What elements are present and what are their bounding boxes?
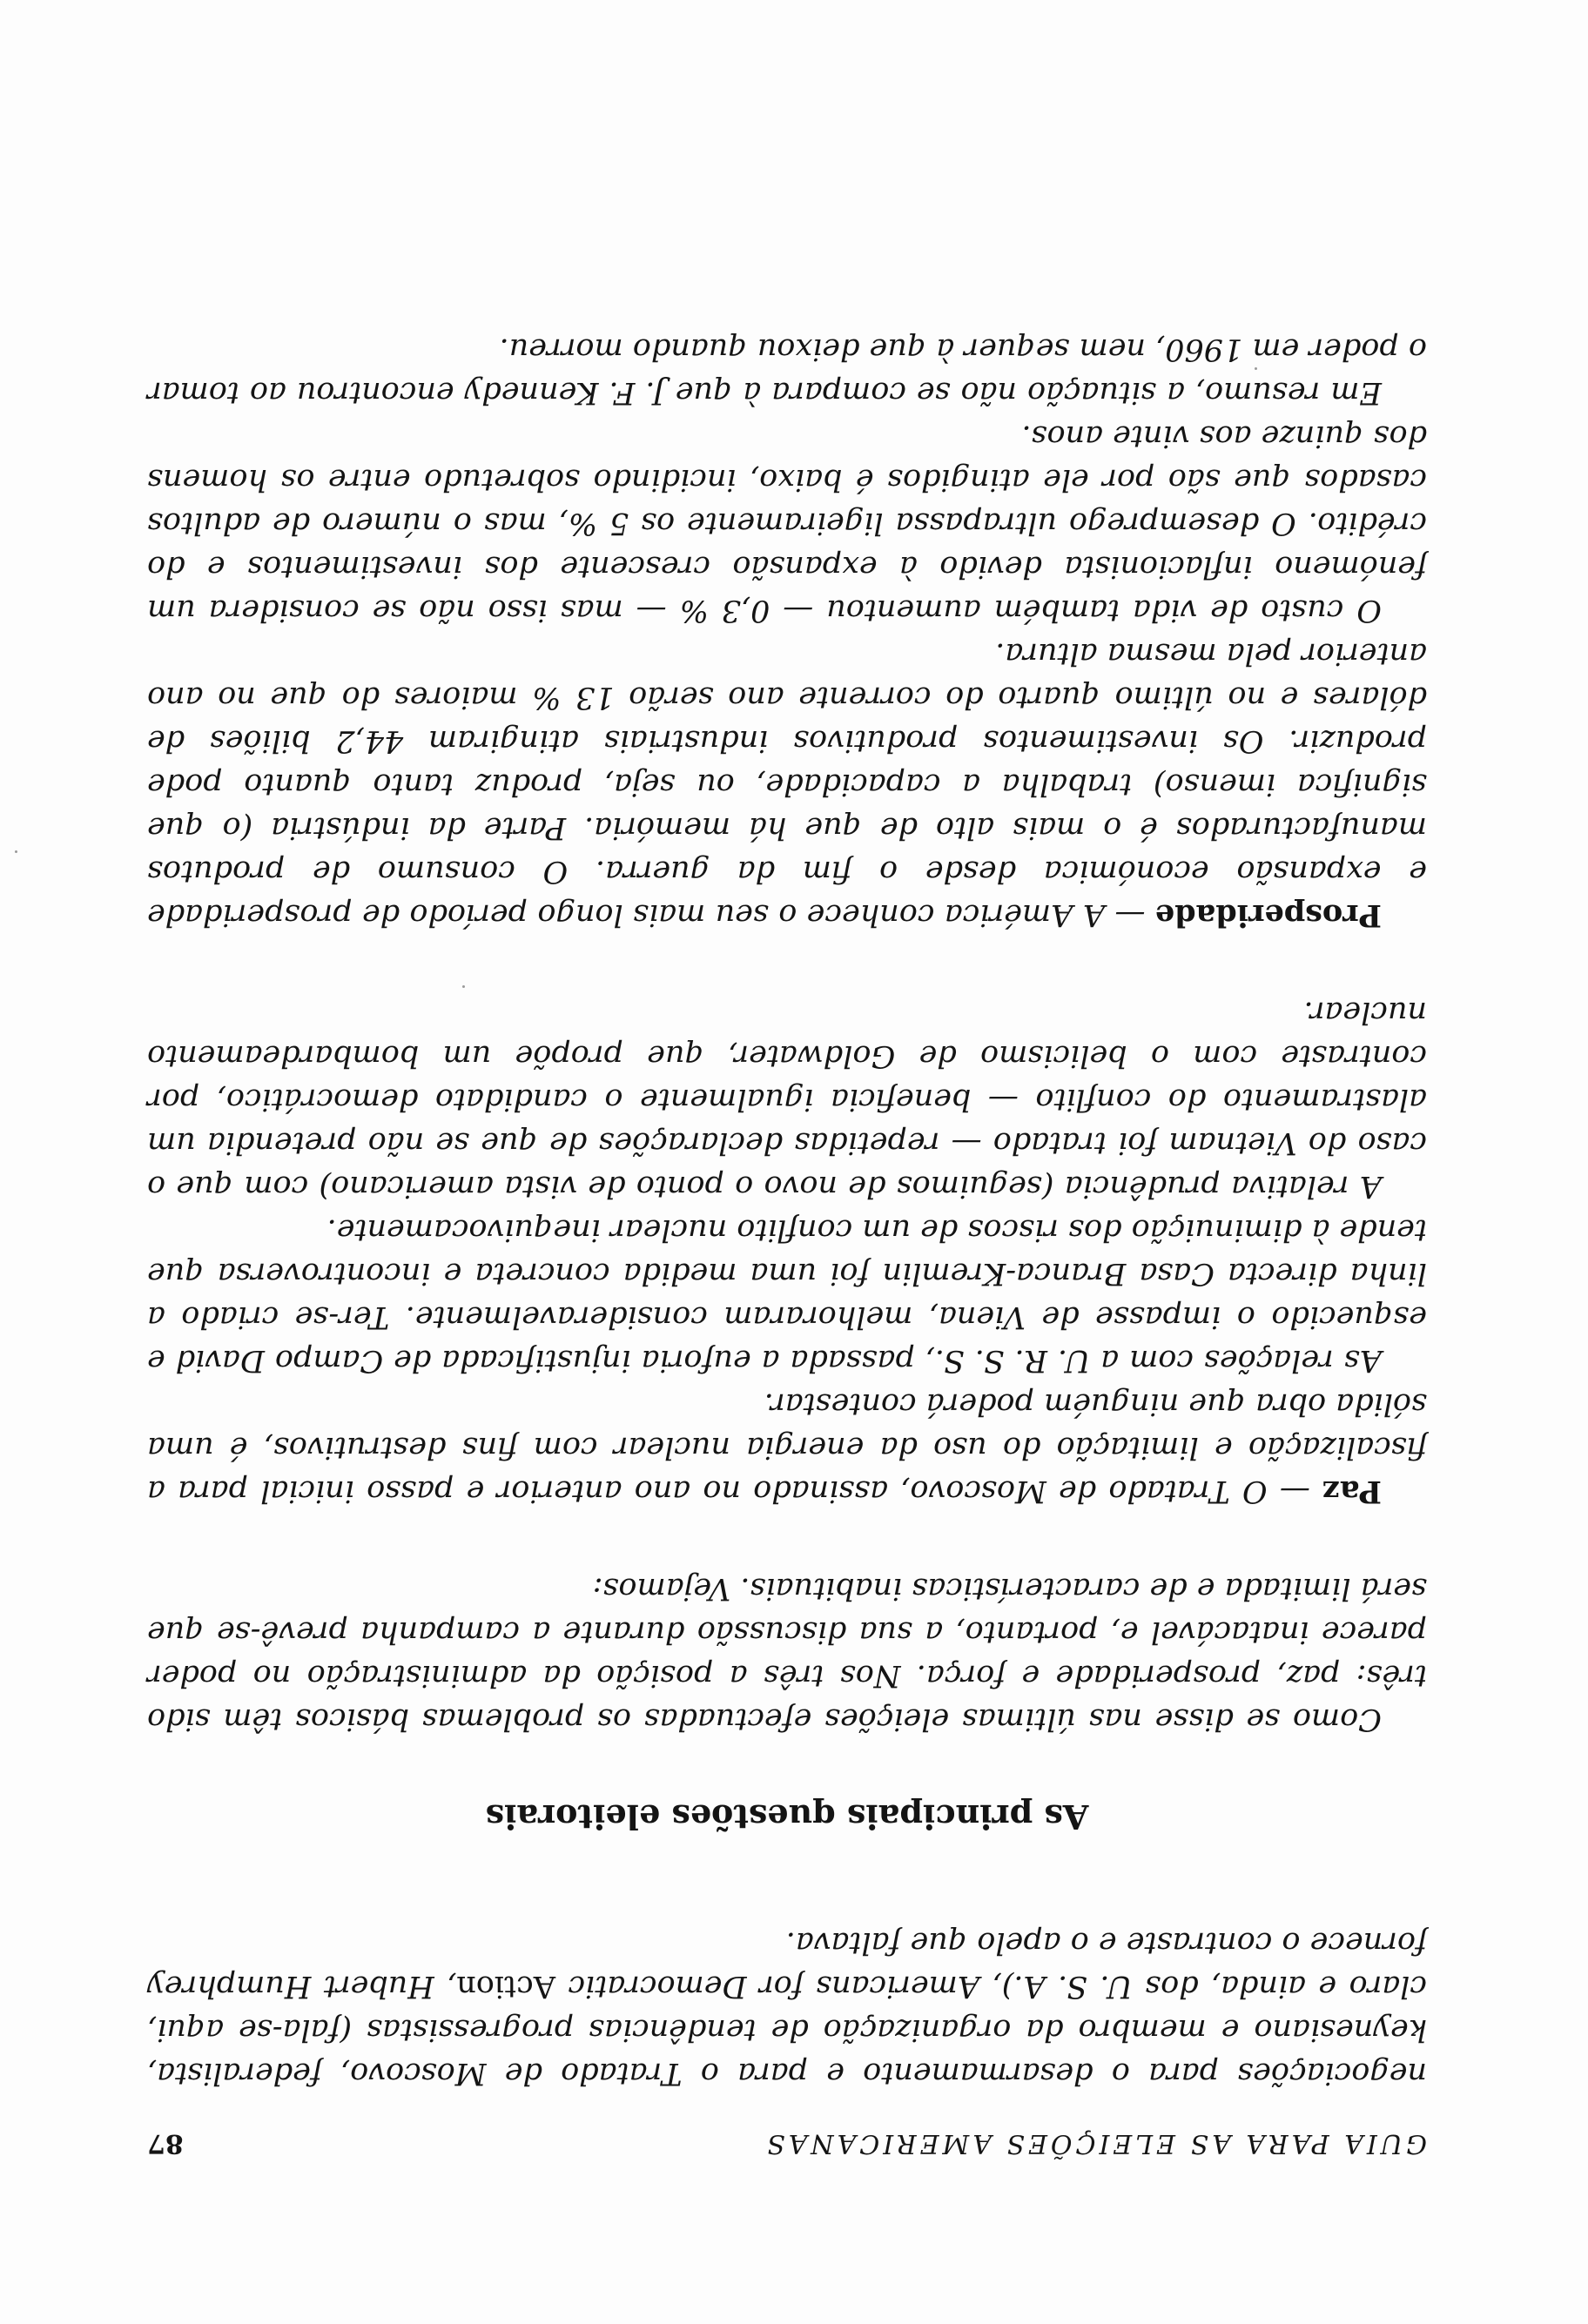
text-column — [147, 327, 1427, 2159]
running-header — [147, 2128, 1427, 2159]
section-intro-paragraph: Como se disse nas últimas eleições efectuadas os problemas básicos têm sido três: paz, prosperidade e força. Nos três a posição da administração no poder parece inatacável e, portanto, a sua discussão durante a campanha prevê-se que será limitada e de características inabituais. Vejamos: — [147, 1571, 1427, 1736]
paz-run-in-heading: Paz — [1322, 1474, 1382, 1509]
prosperidade-paragraph — [147, 632, 1427, 937]
roman-word-action: Action — [456, 1969, 556, 2004]
custo-de-vida-paragraph: O custo de vida também aumentou — 0,3 % — mas isso não se considera um fenómeno inflacionista devido à expansão crescente dos investimentos e do crédito. O desemprego ultrapassa ligeiramente os 5 %, mas o número de adultos casados que são por ele atingidos é baixo, incidindo sobretudo entre os homens dos quinze aos vinte anos. — [147, 419, 1427, 628]
prosperidade-text: — A América conhece o seu mais longo período de prosperidade e expansão económica desde o fim da guerra. O consumo de produtos manufacturados é o mais alto de que há memória. Parte da indústria (o que significa imenso) trabalha a capacidade, ou seja, produz tanto quanto pode produzir. Os investimentos produtivos industriais atingiram 44,2 biliões de dólares e no último quarto do corrente ano serão 13 % maiores do que no ano anterior pela mesma altura. — [147, 636, 1427, 932]
running-title: GUIA PARA AS ELEIÇÕES AMERICANAS — [764, 2128, 1427, 2159]
page-number: 87 — [147, 2128, 184, 2159]
section-heading-block — [147, 1795, 1427, 1838]
prudencia-paragraph: A relativa prudência (seguimos de novo o ponto de vista americano) com que o caso do Vietnam foi tratado — repetidas declarações de que se não pretendia um alastramento do conflito — beneficia igualmente o candidato democrático, por contraste com o belicismo de Goldwater, que propõe um bombardeamento nuclear. — [147, 995, 1427, 1204]
paper-speck — [15, 850, 17, 853]
prosperidade-run-in-heading: Prosperidade — [1154, 897, 1382, 933]
resumo-paragraph: Em resumo, a situação não se compara à que J. F. Kennedy encontrou ao tomar o poder em 1960, nem sequer à que deixou quando morreu. — [147, 332, 1427, 410]
relacoes-paragraph: As relações com a U. R. S. S., passada a euforia injustificada de Campo David e esquecido o impasse de Viena, melhoraram consideravelmente. Ter-se criado a linha directa Casa Branca-Kremlin foi uma medida concreta e incontroversa que tende à diminuição dos riscos de um conflito nuclear inequivocamente. — [147, 1212, 1427, 1378]
paz-paragraph — [147, 1382, 1427, 1513]
continued-paragraph-text: negociações para o desarmamento e para o Tratado de Moscovo, federalista, keynesiano e membro da organização de tendências progressistas (fala-se aqui, claro e ainda, dos U. S. A.), Americans for Democratic — [147, 1969, 1427, 2091]
paper-speck — [462, 985, 465, 988]
paz-text: — O Tratado de Moscovo, assinado no ano anterior e passo inicial para a fiscalização e limitação do uso da energia nuclear com fins destrutivos, é uma sólida obra que ninguém poderá contestar. — [147, 1387, 1427, 1508]
paper-speck — [1255, 367, 1257, 370]
continued-paragraph-tail: , Hubert Humphrey fornece o contraste e o apelo que faltava. — [147, 1925, 1427, 2004]
continued-paragraph — [147, 1921, 1427, 2095]
section-heading: As principais questões eleitorais — [485, 1797, 1089, 1837]
